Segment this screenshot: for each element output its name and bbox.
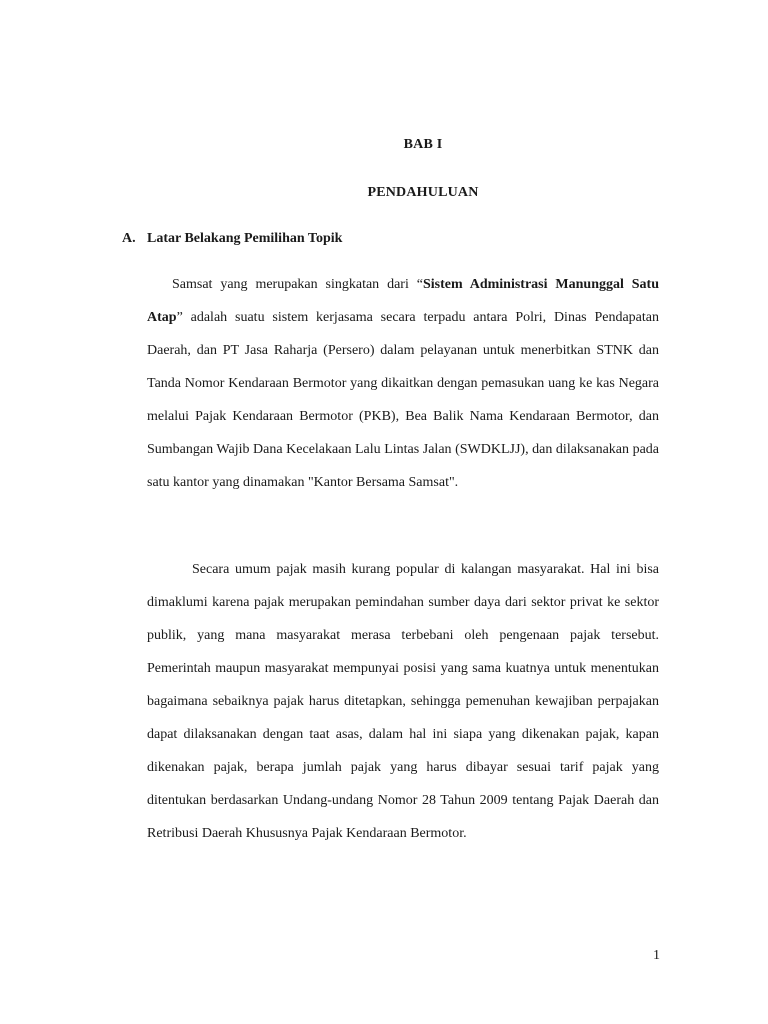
paragraph-1-bold: Sistem Administrasi Manunggal Satu Atap — [147, 277, 660, 325]
section-marker: A. — [122, 231, 136, 246]
chapter-title: PENDAHULUAN — [367, 185, 479, 200]
section-heading-text: Latar Belakang Pemilihan Topik — [147, 231, 343, 246]
page-number: 1 — [653, 948, 660, 963]
paragraph-1-pre: Samsat yang merupakan singkatan dari “ — [172, 277, 423, 292]
paragraph-2: Secara umum pajak masih kurang popular di kalangan masyarakat. Hal ini bisa dimaklumi karena pajak merupakan pemindahan sumber daya dari sektor privat ke sektor publik, yang mana masyarakat merasa terbebani oleh pengenaan pajak tersebut. Pemerintah maupun masyarakat mempunyai posisi yang sama kuatnya untuk menentukan bagaimana sebaiknya pajak harus ditetapkan, sehingga pemenuhan kewajiban perpajakan dapat dilaksanakan dengan taat asas, dalam hal ini siapa yang dikenakan pajak, kapan dikenakan pajak, berapa jumlah pajak yang harus dibayar sesuai tarif pajak yang ditentukan berdasarkan Undang-undang Nomor 28 Tahun 2009 tentang Pajak Daerah dan Retribusi Daerah Khususnya Pajak Kendaraan Bermotor. — [147, 562, 659, 841]
paragraph-1 — [147, 268, 659, 499]
paragraph-1-post: ” adalah suatu sistem kerjasama secara terpadu antara Polri, Dinas Pendapatan Daerah, dan PT Jasa Raharja (Persero) dalam pelayanan untuk menerbitkan STNK dan Tanda Nomor Kendaraan Bermotor yang dikaitkan dengan pemasukan uang ke kas Negara melalui Pajak Kendaraan Bermotor (PKB), Bea Balik Nama Kendaraan Bermotor, dan Sumbangan Wajib Dana Kecelakaan Lalu Lintas Jalan (SWDKLJJ), dan dilaksanakan pada satu kantor yang dinamakan "Kantor Bersama Samsat". — [147, 310, 659, 490]
chapter-label: BAB I — [403, 137, 443, 152]
section-heading — [122, 231, 342, 247]
